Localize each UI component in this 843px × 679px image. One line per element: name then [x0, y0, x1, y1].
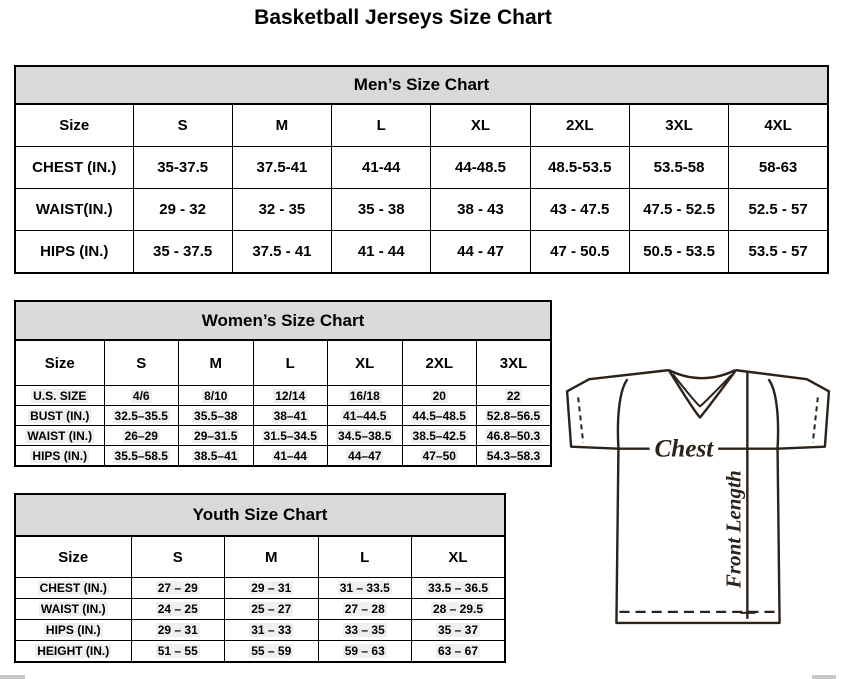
- size-value-cell: 35-37.5: [133, 147, 232, 189]
- size-value-cell: 53.5 - 57: [729, 231, 828, 274]
- column-header: 4XL: [729, 104, 828, 147]
- column-header: XL: [412, 536, 506, 578]
- size-value-cell: 4/6: [104, 386, 179, 406]
- size-value-cell: 33 – 35: [318, 620, 412, 641]
- page-title: Basketball Jerseys Size Chart: [254, 6, 552, 29]
- size-value-cell: 12/14: [253, 386, 328, 406]
- size-value-cell: 63 – 67: [412, 641, 506, 663]
- row-label: U.S. SIZE: [15, 386, 104, 406]
- size-value-cell: 47–50: [402, 446, 477, 467]
- table-row: [15, 578, 505, 599]
- size-value-cell: 32 - 35: [232, 189, 331, 231]
- size-value-cell: 35.5–58.5: [104, 446, 179, 467]
- size-value-cell: 27 – 28: [318, 599, 412, 620]
- size-value-cell: 20: [402, 386, 477, 406]
- row-label: HIPS (IN.): [15, 620, 131, 641]
- size-value-cell: 31 – 33.5: [318, 578, 412, 599]
- front-length-label: Front Length: [721, 470, 746, 589]
- size-value-cell: 35 - 38: [332, 189, 431, 231]
- size-value-cell: 41 - 44: [332, 231, 431, 274]
- size-value-cell: 48.5-53.5: [530, 147, 629, 189]
- size-value-cell: 51 – 55: [131, 641, 225, 663]
- size-value-cell: 55 – 59: [225, 641, 319, 663]
- size-value-cell: 16/18: [328, 386, 403, 406]
- row-label: BUST (IN.): [15, 406, 104, 426]
- column-header: Size: [15, 104, 133, 147]
- table-row: [15, 426, 551, 446]
- size-value-cell: 41-44: [332, 147, 431, 189]
- size-value-cell: 31 – 33: [225, 620, 319, 641]
- row-label: HIPS (IN.): [15, 231, 133, 274]
- table-row: [15, 406, 551, 426]
- column-header: 3XL: [477, 340, 552, 386]
- cropped-content-sliver-left: [0, 675, 25, 679]
- jersey-left-seam: [618, 379, 628, 448]
- size-value-cell: 27 – 29: [131, 578, 225, 599]
- column-header: S: [133, 104, 232, 147]
- size-value-cell: 24 – 25: [131, 599, 225, 620]
- size-value-cell: 38 - 43: [431, 189, 530, 231]
- table-title: Women’s Size Chart: [15, 301, 551, 340]
- size-value-cell: 28 – 29.5: [412, 599, 506, 620]
- row-label: WAIST (IN.): [15, 599, 131, 620]
- row-label: CHEST (IN.): [15, 578, 131, 599]
- column-header: Size: [15, 340, 104, 386]
- size-value-cell: 52.8–56.5: [477, 406, 552, 426]
- size-value-cell: 59 – 63: [318, 641, 412, 663]
- size-value-cell: 33.5 – 36.5: [412, 578, 506, 599]
- womens-size-table: [14, 300, 552, 467]
- column-header: M: [179, 340, 254, 386]
- size-value-cell: 29 – 31: [131, 620, 225, 641]
- jersey-outline-svg: [556, 360, 840, 628]
- size-value-cell: 25 – 27: [225, 599, 319, 620]
- mens-size-table: [14, 65, 829, 274]
- table-row: [15, 446, 551, 467]
- jersey-measurement-diagram: [556, 360, 840, 628]
- jersey-body: [616, 449, 779, 623]
- column-header: 3XL: [629, 104, 728, 147]
- column-header: XL: [431, 104, 530, 147]
- row-label: WAIST(IN.): [15, 189, 133, 231]
- size-value-cell: 38.5–41: [179, 446, 254, 467]
- size-value-cell: 37.5-41: [232, 147, 331, 189]
- size-value-cell: 52.5 - 57: [729, 189, 828, 231]
- column-header: Size: [15, 536, 131, 578]
- size-value-cell: 34.5–38.5: [328, 426, 403, 446]
- table-row: [15, 641, 505, 663]
- size-value-cell: 53.5-58: [629, 147, 728, 189]
- jersey-right-seam: [768, 379, 778, 448]
- size-value-cell: 38–41: [253, 406, 328, 426]
- size-value-cell: 44.5–48.5: [402, 406, 477, 426]
- size-value-cell: 37.5 - 41: [232, 231, 331, 274]
- size-value-cell: 29 – 31: [225, 578, 319, 599]
- column-header: M: [232, 104, 331, 147]
- size-value-cell: 35.5–38: [179, 406, 254, 426]
- size-value-cell: 29 - 32: [133, 189, 232, 231]
- size-value-cell: 8/10: [179, 386, 254, 406]
- jersey-right-sleeve: [735, 370, 829, 449]
- jersey-left-cuff-stitch: [578, 397, 583, 442]
- table-row: [15, 620, 505, 641]
- table-title: Youth Size Chart: [15, 494, 505, 536]
- table-row: [15, 189, 828, 231]
- table-row: [15, 147, 828, 189]
- table-row: [15, 231, 828, 274]
- cropped-content-sliver-right: [812, 675, 836, 679]
- size-value-cell: 43 - 47.5: [530, 189, 629, 231]
- column-header: 2XL: [402, 340, 477, 386]
- column-header: S: [131, 536, 225, 578]
- size-value-cell: 38.5–42.5: [402, 426, 477, 446]
- row-label: HIPS (IN.): [15, 446, 104, 467]
- size-value-cell: 47.5 - 52.5: [629, 189, 728, 231]
- table-title: Men’s Size Chart: [15, 66, 828, 104]
- size-value-cell: 32.5–35.5: [104, 406, 179, 426]
- column-header: L: [332, 104, 431, 147]
- size-value-cell: 50.5 - 53.5: [629, 231, 728, 274]
- size-value-cell: 35 - 37.5: [133, 231, 232, 274]
- size-value-cell: 41–44: [253, 446, 328, 467]
- table-row: [15, 599, 505, 620]
- row-label: CHEST (IN.): [15, 147, 133, 189]
- row-label: HEIGHT (IN.): [15, 641, 131, 663]
- column-header: 2XL: [530, 104, 629, 147]
- row-label: WAIST (IN.): [15, 426, 104, 446]
- size-value-cell: 41–44.5: [328, 406, 403, 426]
- column-header: L: [253, 340, 328, 386]
- size-value-cell: 44-48.5: [431, 147, 530, 189]
- size-value-cell: 31.5–34.5: [253, 426, 328, 446]
- size-value-cell: 44 - 47: [431, 231, 530, 274]
- youth-size-table: [14, 493, 506, 663]
- chest-label: Chest: [654, 435, 714, 463]
- column-header: M: [225, 536, 319, 578]
- size-value-cell: 22: [477, 386, 552, 406]
- size-value-cell: 58-63: [729, 147, 828, 189]
- column-header: L: [318, 536, 412, 578]
- size-value-cell: 46.8–50.3: [477, 426, 552, 446]
- size-value-cell: 54.3–58.3: [477, 446, 552, 467]
- jersey-collar-back: [669, 370, 735, 378]
- size-value-cell: 26–29: [104, 426, 179, 446]
- size-value-cell: 47 - 50.5: [530, 231, 629, 274]
- size-value-cell: 44–47: [328, 446, 403, 467]
- size-value-cell: 35 – 37: [412, 620, 506, 641]
- table-row: [15, 386, 551, 406]
- jersey-right-cuff-stitch: [813, 397, 818, 442]
- column-header: S: [104, 340, 179, 386]
- column-header: XL: [328, 340, 403, 386]
- size-value-cell: 29–31.5: [179, 426, 254, 446]
